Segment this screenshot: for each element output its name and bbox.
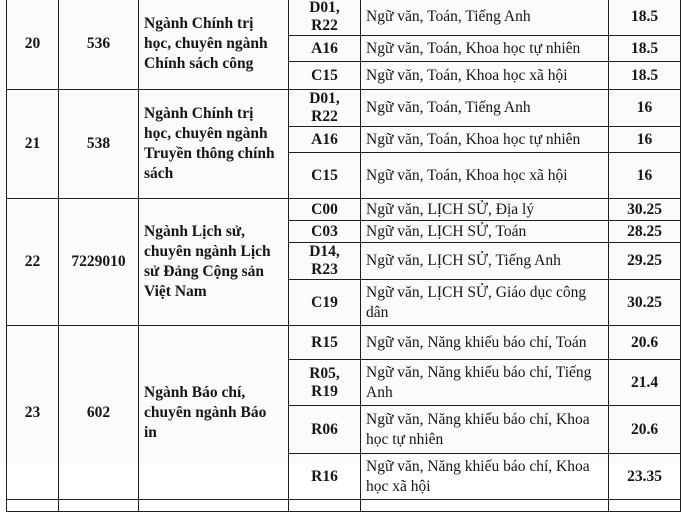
combination-code: R05, R19 [289, 360, 361, 406]
cutoff-score: 18.5 [609, 36, 681, 62]
subject-list: Ngữ văn, LỊCH SỬ, Địa lý [361, 199, 609, 221]
cutoff-score: 18.5 [609, 0, 681, 36]
combination-code: C19 [289, 280, 361, 326]
subject-list: Ngữ văn, Toán, Tiếng Anh [361, 0, 609, 36]
combination-code: R16 [289, 454, 361, 500]
table-row [7, 0, 681, 36]
subject-list: Ngữ văn, Toán, Tiếng Anh [361, 90, 609, 127]
subject-list: Ngữ văn, Năng khiếu báo chí, Tiếng Anh [361, 360, 609, 406]
subject-list: Ngữ văn, LỊCH SỬ, Giáo dục công dân [361, 280, 609, 326]
major-code: 7229010 [59, 199, 139, 326]
cutoff-score: 29.25 [609, 243, 681, 280]
combination-code: C15 [289, 153, 361, 199]
cutoff-score: 21.4 [609, 360, 681, 406]
table-row-partial [7, 500, 681, 512]
table-cell [59, 500, 139, 512]
cutoff-score: 16 [609, 90, 681, 127]
combination-code: C15 [289, 62, 361, 90]
table-cell [139, 500, 289, 512]
cutoff-score: 20.6 [609, 326, 681, 360]
combination-code: A16 [289, 127, 361, 153]
cutoff-score: 16 [609, 127, 681, 153]
table-row [7, 199, 681, 221]
table-cell [7, 500, 59, 512]
cutoff-score: 28.25 [609, 221, 681, 243]
subject-list: Ngữ văn, Toán, Khoa học xã hội [361, 62, 609, 90]
subject-list: Ngữ văn, LỊCH SỬ, Toán [361, 221, 609, 243]
cutoff-score: 16 [609, 153, 681, 199]
major-code: 602 [59, 326, 139, 500]
subject-list: Ngữ văn, Toán, Khoa học xã hội [361, 153, 609, 199]
major-name: Ngành Chính trị học, chuyên ngành Truyền thông chính sách [139, 90, 289, 199]
combination-code: C03 [289, 221, 361, 243]
major-code: 538 [59, 90, 139, 199]
combination-code: D01, R22 [289, 0, 361, 36]
subject-list: Ngữ văn, Năng khiếu báo chí, Khoa học tự nhiên [361, 406, 609, 454]
table-cell [361, 500, 609, 512]
major-name: Ngành Chính trị học, chuyên ngành Chính sách công [139, 0, 289, 90]
cutoff-score: 18.5 [609, 62, 681, 90]
combination-code: R06 [289, 406, 361, 454]
subject-list: Ngữ văn, Năng khiếu báo chí, Toán [361, 326, 609, 360]
row-number: 23 [7, 326, 59, 500]
cutoff-score: 30.25 [609, 199, 681, 221]
subject-list: Ngữ văn, LỊCH SỬ, Tiếng Anh [361, 243, 609, 280]
major-name: Ngành Lịch sử, chuyên ngành Lịch sử Đảng Cộng sản Việt Nam [139, 199, 289, 326]
row-number: 22 [7, 199, 59, 326]
admission-scores-table [6, 0, 681, 512]
cutoff-score: 30.25 [609, 280, 681, 326]
table-cell [609, 500, 681, 512]
major-code: 536 [59, 0, 139, 90]
major-name: Ngành Báo chí, chuyên ngành Báo in [139, 326, 289, 500]
subject-list: Ngữ văn, Toán, Khoa học tự nhiên [361, 127, 609, 153]
combination-code: A16 [289, 36, 361, 62]
row-number: 21 [7, 90, 59, 199]
cutoff-score: 23.35 [609, 454, 681, 500]
table-cell [289, 500, 361, 512]
combination-code: R15 [289, 326, 361, 360]
row-number: 20 [7, 0, 59, 90]
combination-code: D01, R22 [289, 90, 361, 127]
subject-list: Ngữ văn, Năng khiếu báo chí, Khoa học xã hội [361, 454, 609, 500]
combination-code: D14, R23 [289, 243, 361, 280]
cutoff-score: 20.6 [609, 406, 681, 454]
table-row [7, 326, 681, 360]
subject-list: Ngữ văn, Toán, Khoa học tự nhiên [361, 36, 609, 62]
table-row [7, 90, 681, 127]
combination-code: C00 [289, 199, 361, 221]
